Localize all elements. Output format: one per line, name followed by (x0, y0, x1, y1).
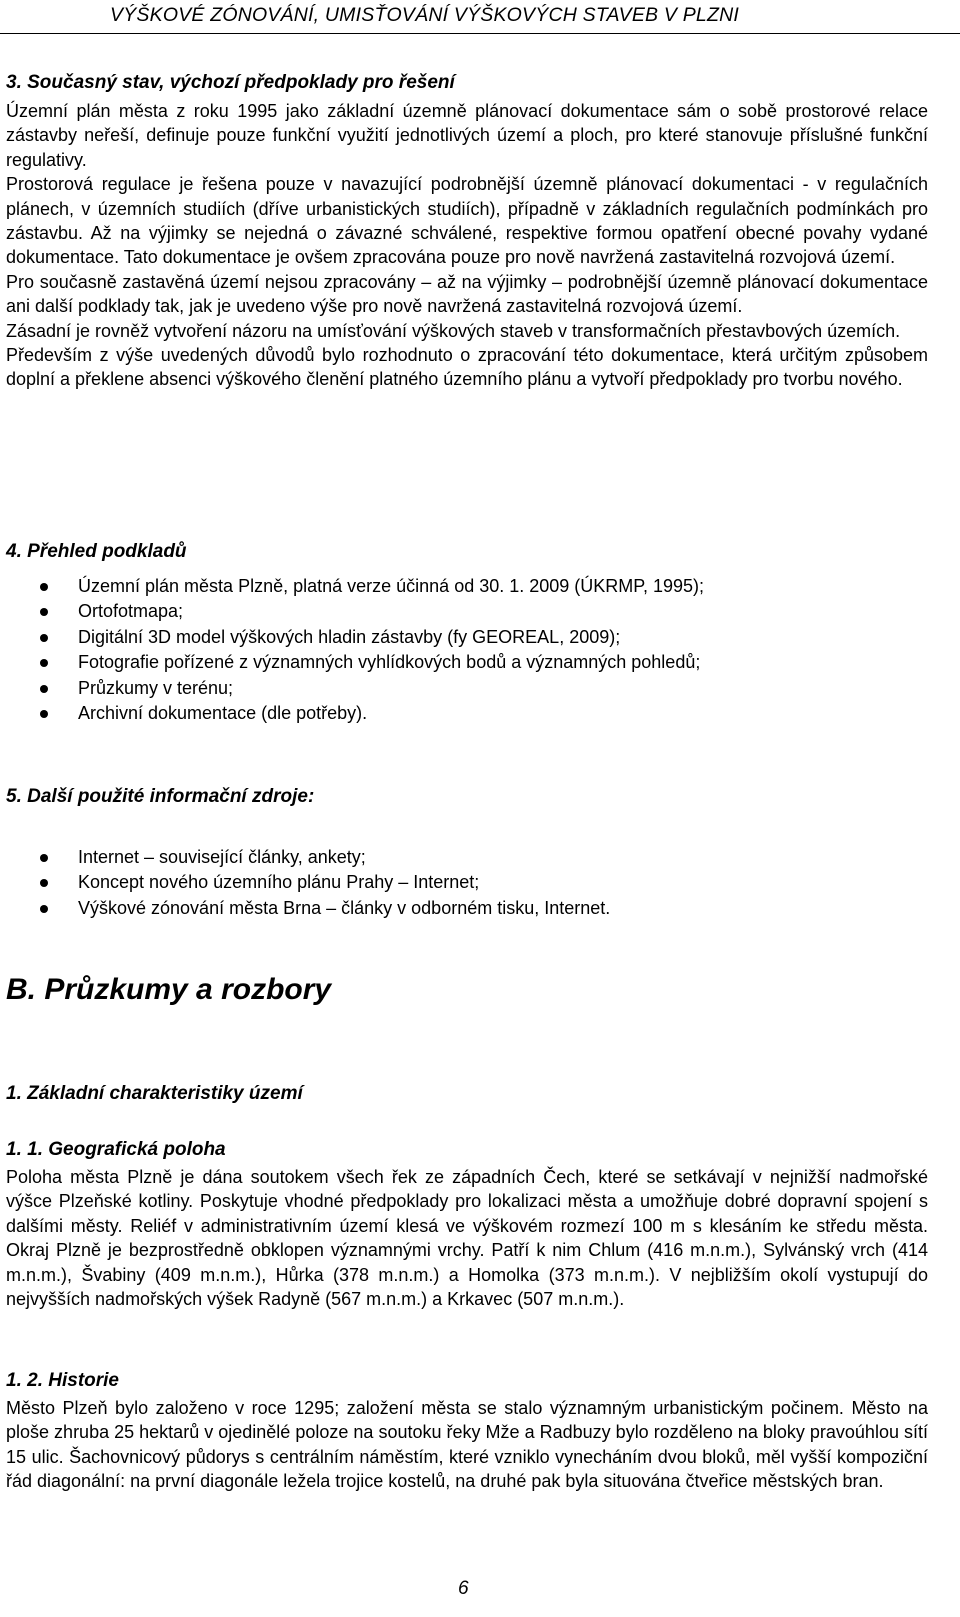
bullet-icon (40, 659, 48, 667)
sources-list (0, 574, 950, 726)
bullet-icon (40, 854, 48, 862)
list-item: Průzkumy v terénu; (0, 676, 950, 701)
paragraph: Zásadní je rovněž vytvoření názoru na umísťování výškových staveb v transformačních přestavbových územích. (6, 320, 901, 341)
list-item: Územní plán města Plzně, platná verze účinná od 30. 1. 2009 (ÚKRMP, 1995); (0, 574, 950, 599)
geography-body (6, 1165, 928, 1311)
list-item: Digitální 3D model výškových hladin zástavby (fy GEOREAL, 2009); (0, 625, 950, 650)
section-3-body (6, 99, 928, 392)
bullet-icon (40, 710, 48, 718)
paragraph: Prostorová regulace je řešena pouze v navazující podrobnější územně plánovací dokumentaci - v regulačních plánech, v územních studiích (dříve urbanistických studiích), případně v základních regulačních podmínkách pro zástavbu. Až na výjimky se nejedná o závazné schválené, respektive formou opatření obecné povahy vydané dokumentace. Tato dokumentace je ovšem zpracována pouze pro nově navržená zastavitelná rozvojová území. (6, 174, 928, 268)
paragraph: Poloha města Plzně je dána soutokem všech řek ze západních Čech, které se setkávají v nejnižší nadmořské výšce Plzeňské kotliny. Poskytuje vhodné předpoklady pro lokalizaci města a umožňuje dobré dopravní spojení s dalšími městy. Reliéf v administrativním území klesá ve výškovém rozmezí 100 m s klesáním ke středu města. Okraj Plzně je bezprostředně obklopen významnými vrchy. Patří k nim Chlum (416 m.n.m.), Sylvánský vrch (414 m.n.m.), Švabiny (409 m.n.m.), Hůrka (378 m.n.m.) a Homolka (373 m.n.m.). V nejbližším okolí vystupují do nejvyšších nadmořských výšek Radyně (567 m.n.m.) a Krkavec (507 m.n.m.). (6, 1167, 928, 1310)
header-rule (0, 33, 960, 34)
running-header: VÝŠKOVÉ ZÓNOVÁNÍ, UMISŤOVÁNÍ VÝŠKOVÝCH STAVEB V PLZNI (110, 4, 739, 26)
section-4-heading: 4. Přehled podkladů (6, 541, 187, 562)
history-heading: 1. 2. Historie (6, 1370, 119, 1391)
part-b-heading: B. Průzkumy a rozbory (6, 973, 332, 1006)
list-item: Výškové zónování města Brna – články v odborném tisku, Internet. (0, 896, 950, 921)
bullet-icon (40, 905, 48, 913)
bullet-icon (40, 608, 48, 616)
info-sources-list (0, 845, 950, 921)
bullet-icon (40, 634, 48, 642)
geography-heading: 1. 1. Geografická poloha (6, 1139, 226, 1160)
bullet-icon (40, 685, 48, 693)
list-item: Internet – související články, ankety; (0, 845, 950, 870)
paragraph: Město Plzeň bylo založeno v roce 1295; založení města se stalo významným urbanistickým počinem. Město na ploše zhruba 25 hektarů v ojedinělé poloze na soutoku řeky Mže a Radbuzy bylo rozděleno na bloky pravoúhlou sítí 15 ulic. Šachovnicový půdorys s centrálním náměstím, které vzniklo vynecháním dvou bloků, měl vyšší kompoziční řád diagonální: na první diagonále ležela trojice kostelů, na druhé pak byla situována čtveřice městských bran. (6, 1398, 928, 1492)
list-item: Fotografie pořízené z významných vyhlídkových bodů a významných pohledů; (0, 650, 950, 675)
paragraph: Územní plán města z roku 1995 jako základní územně plánovací dokumentace sám o sobě prostorové relace zástavby neřeší, definuje pouze funkční využití jednotlivých území a ploch, pro které stanovuje příslušné funkční regulativy. (6, 101, 928, 170)
paragraph: Pro současně zastavěná území nejsou zpracovány – až na výjimky – podrobnější územně plánovací dokumentace ani další podklady tak, jak je uvedeno výše pro nově navržená zastavitelná rozvojová území. (6, 271, 928, 317)
history-body (6, 1396, 928, 1494)
bullet-icon (40, 583, 48, 591)
paragraph: Především z výše uvedených důvodů bylo rozhodnuto o zpracování této dokumentace, která určitým způsobem doplní a překlene absenci výškového členění platného územního plánu a vytvoří předpoklady pro tvorbu nového. (6, 345, 928, 390)
chapter-1-heading: 1. Základní charakteristiky území (6, 1083, 303, 1104)
list-item: Archivní dokumentace (dle potřeby). (0, 701, 950, 726)
section-3-heading: 3. Současný stav, výchozí předpoklady pro řešení (6, 72, 455, 93)
list-item: Koncept nového územního plánu Prahy – Internet; (0, 870, 950, 895)
list-item: Ortofotmapa; (0, 599, 950, 624)
bullet-icon (40, 879, 48, 887)
section-5-heading: 5. Další použité informační zdroje: (6, 786, 315, 807)
page-number: 6 (458, 1578, 469, 1599)
